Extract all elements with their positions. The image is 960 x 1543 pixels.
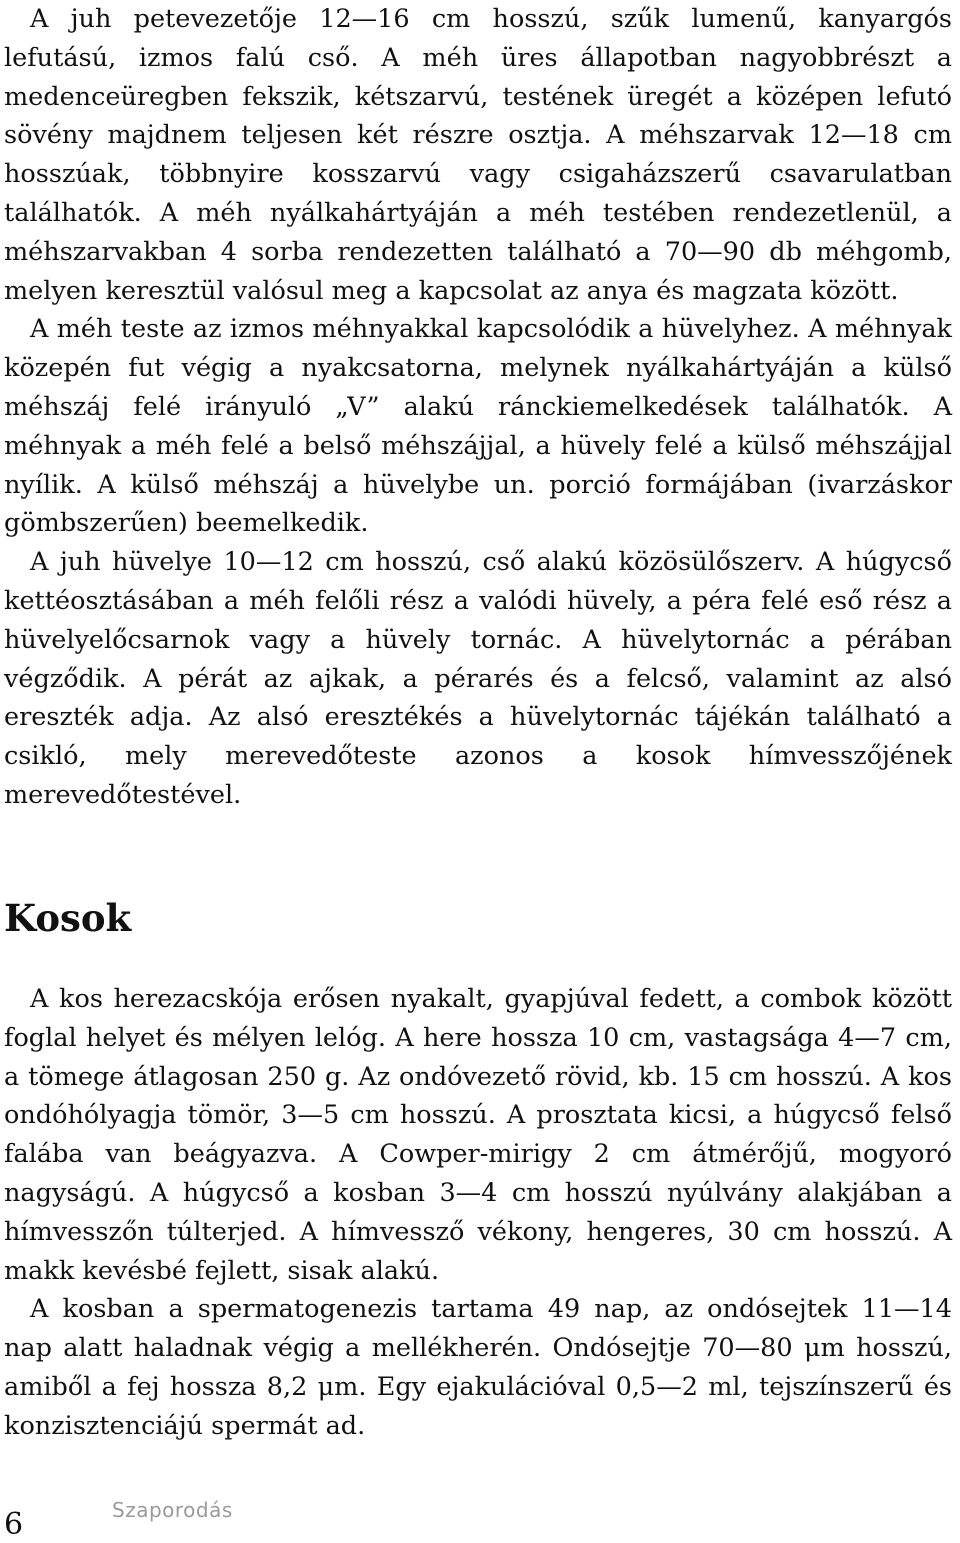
paragraph: A méh teste az izmos méhnyakkal kapcsolódik a hüvelyhez. A méhnyak közepén fut végig a nyakcsatorna, melynek nyálkahártyáján a külső méhszáj felé irányuló „V” alakú ránckiemelkedések találhatók. A méhnyak a méh felé a belső méhszájjal, a hüvely felé a külső méhszájjal nyílik. A külső méhszáj a hüvelybe un. porció formájában (ivarzáskor gömbszerűen) beemelkedik. — [4, 314, 952, 539]
text-section-juh — [4, 0, 952, 815]
paragraph: A juh petevezetője 12—16 cm hosszú, szűk lumenű, kanyargós lefutású, izmos falú cső. A méh üres állapotban nagyobbrészt a medenceüregben fekszik, kétszarvú, testének üregét a középen lefutó sövény majdnem teljesen két részre osztja. A méhszarvak 12—18 cm hosszúak, többnyire kosszarvú vagy csigaházszerű csavarulatban találhatók. A méh nyálkahártyáján a méh testében rendezetlenül, a méhszarvakban 4 sorba rendezetten található a 70—90 db méhgomb, melyen keresztül valósul meg a kapcsolat az anya és magzata között. — [4, 4, 952, 306]
text-section-kosok — [4, 980, 952, 1446]
paragraph: A juh hüvelye 10—12 cm hosszú, cső alakú közösülőszerv. A húgycső kettéosztásában a méh felőli rész a valódi hüvely, a péra felé eső rész a hüvelyelőcsarnok vagy a hüvely tornác. A hüvelytornác a pérában végződik. A pérát az ajkak, a pérarés és a felcső, valamint az alsó ereszték adja. Az alsó eresztékés a hüvelytornác tájékán található a csikló, mely merevedőteste azonos a kosok hímvesszőjének merevedőtestével. — [4, 547, 952, 810]
page-number: 6 — [4, 1507, 24, 1542]
section-heading: Kosok — [4, 896, 132, 940]
paragraph: A kos herezacskója erősen nyakalt, gyapjúval fedett, a combok között foglal helyet és mélyen lelóg. A here hossza 10 cm, vastagsága 4—7 cm, a tömege átlagosan 250 g. Az ondóvezető rövid, kb. 15 cm hosszú. A kos ondóhólyagja tömör, 3—5 cm hosszú. A prosztata kicsi, a húgycső felső falába van beágyazva. A Cowper-mirigy 2 cm átmérőjű, mogyoró nagyságú. A húgycső a kosban 3—4 cm hosszú nyúlvány alakjában a hímvesszőn túlterjed. A hímvessző vékony, hengeres, 30 cm hosszú. A makk kevésbé fejlett, sisak alakú. — [4, 984, 952, 1286]
paragraph: A kosban a spermatogenezis tartama 49 nap, az ondósejtek 11—14 nap alatt haladnak végig a mellékherén. Ondósejtje 70—80 μm hosszú, amiből a fej hossza 8,2 μm. Egy ejakulációval 0,5—2 ml, tejszínszerű és konzisztenciájú spermát ad. — [4, 1294, 952, 1441]
running-title: Szaporodás — [112, 1498, 233, 1522]
